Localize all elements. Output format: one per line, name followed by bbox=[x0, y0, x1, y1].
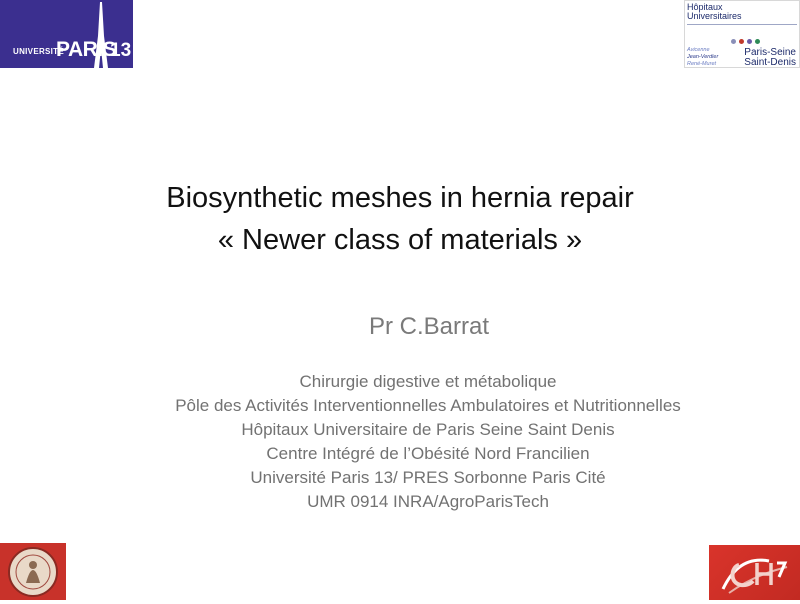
chi-logo bbox=[709, 545, 800, 600]
hopitaux-line1: Hôpitaux bbox=[687, 2, 723, 12]
hopitaux-site-rene-muret: René-Muret bbox=[687, 61, 717, 67]
hopitaux-right2: Saint-Denis bbox=[744, 57, 796, 68]
affiliation-list bbox=[0, 370, 800, 514]
hopitaux-divider bbox=[687, 24, 797, 25]
hopitaux-line2: Universitaires bbox=[687, 11, 742, 21]
society-seal-logo bbox=[0, 543, 66, 600]
chi-emblem-icon bbox=[709, 545, 800, 600]
affiliation-line: Université Paris 13/ PRES Sorbonne Paris Cité bbox=[250, 468, 606, 487]
hopitaux-site-jean-verdier: Jean-Verdier bbox=[687, 54, 719, 60]
hopitaux-right1: Paris-Seine bbox=[744, 47, 796, 58]
paris13-number-text: 13 bbox=[110, 40, 132, 61]
paris13-logo bbox=[0, 0, 133, 68]
affiliation-line: Hôpitaux Universitaire de Paris Seine Saint Denis bbox=[241, 420, 615, 439]
affiliation-line: Centre Intégré de l’Obésité Nord Francilien bbox=[266, 444, 590, 463]
hopitaux-site-avicenne: Avicenne bbox=[687, 47, 710, 53]
affiliation-line: Pôle des Activités Interventionnelles Ambulatoires et Nutritionnelles bbox=[175, 396, 681, 415]
slide-title-line2: « Newer class of materials » bbox=[217, 224, 583, 256]
hopitaux-logo bbox=[684, 0, 800, 68]
affiliation-line: UMR 0914 INRA/AgroParisTech bbox=[307, 492, 549, 511]
slide-title-line1: Biosynthetic meshes in hernia repair bbox=[166, 182, 634, 214]
paris13-univ-text: UNIVERSITÉ bbox=[13, 47, 65, 56]
affiliation-line: Chirurgie digestive et métabolique bbox=[299, 372, 557, 391]
seal-icon bbox=[0, 543, 66, 600]
author-name: Pr C.Barrat bbox=[368, 313, 490, 340]
paris13-paris-text: PARIS bbox=[56, 38, 117, 61]
